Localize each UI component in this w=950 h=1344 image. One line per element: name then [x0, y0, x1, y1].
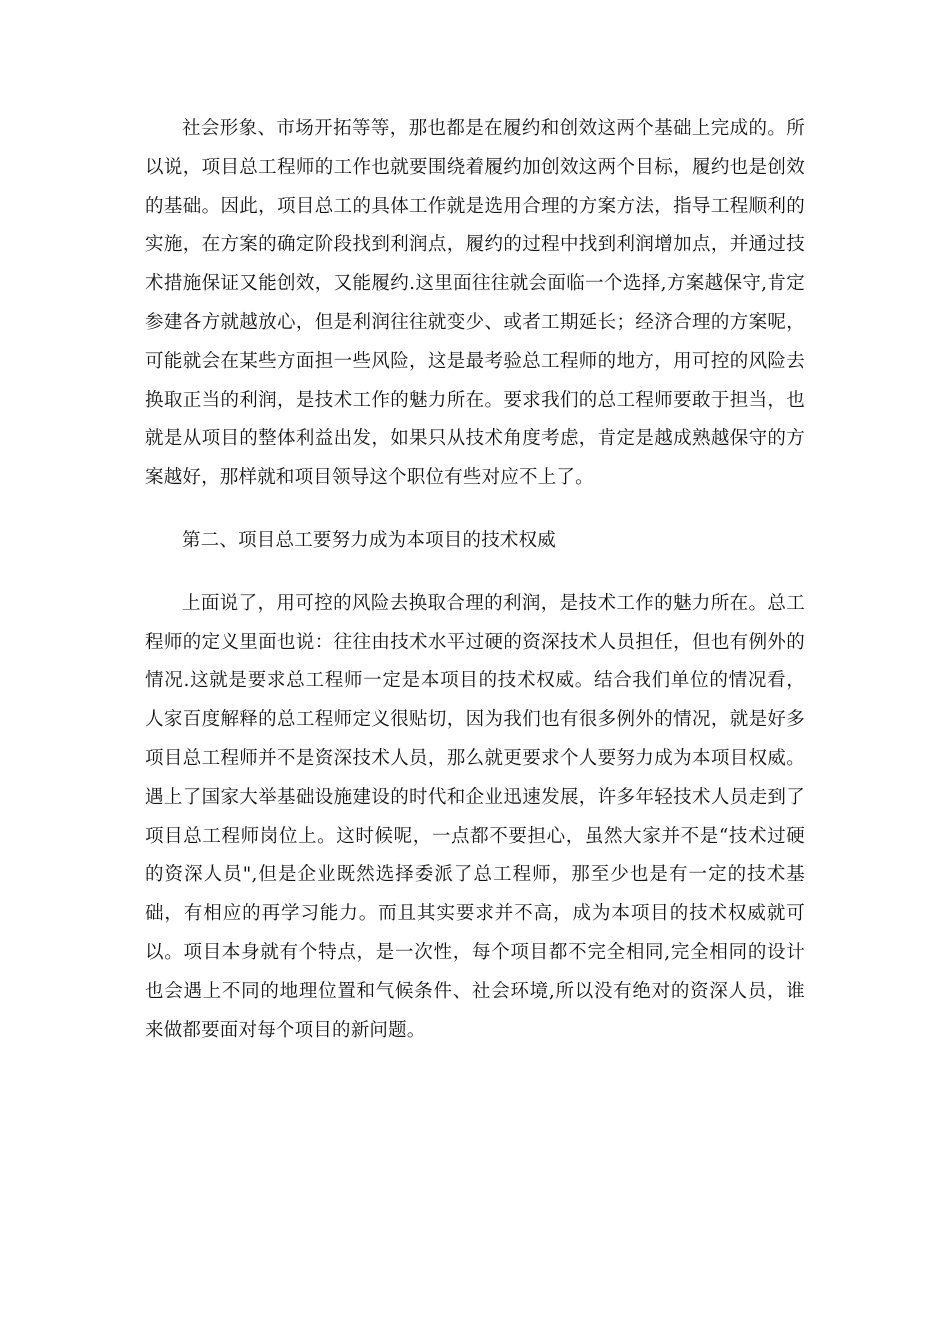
body-paragraph: 社会形象、市场开拓等等，那也都是在履约和创效这两个基础上完成的。所以说，项目总工程师的工作也就要围绕着履约加创效这两个目标，履约也是创效的基础。因此，项目总工的具体工作就是选用合理的方案方法，指导工程顺利的实施，在方案的确定阶段找到利润点，履约的过程中找到利润增加点，并通过技术措施保证又能创效，又能履约.这里面往往就会面临一个选择,方案越保守,肯定参建各方就越放心，但是利润往往就变少、或者工期延长；经济合理的方案呢，可能就会在某些方面担一些风险，这是最考验总工程师的地方，用可控的风险去换取正当的利润，是技术工作的魅力所在。要求我们的总工程师要敢于担当，也就是从项目的整体利益出发，如果只从技术角度考虑，肯定是越成熟越保守的方案越好，那样就和项目领导这个职位有些对应不上了。: [145, 118, 805, 489]
document-body: [145, 110, 805, 1050]
section-heading: 第二、项目总工要努力成为本项目的技术权威: [182, 529, 557, 551]
section-paragraph: 上面说了，用可控的风险去换取合理的利润，是技术工作的魅力所在。总工程师的定义里面也说：往往由技术水平过硬的资深技术人员担任，但也有例外的情况.这就是要求总工程师一定是本项目的技术权威。结合我们单位的情况看，人家百度解释的总工程师定义很贴切，因为我们也有很多例外的情况，就是好多项目总工程师并不是资深技术人员，那么就更要求个人要努力成为本项目权威。遇上了国家大举基础设施建设的时代和企业迅速发展，许多年轻技术人员走到了项目总工程师岗位上。这时候呢，一点都不要担心，虽然大家并不是“技术过硬的资深人员",但是企业既然选择委派了总工程师，那至少也是有一定的技术基础，有相应的再学习能力。而且其实要求并不高，成为本项目的技术权威就可以。项目本身就有个特点，是一次性，每个项目都不完全相同,完全相同的设计也会遇上不同的地理位置和气候条件、社会环境,所以没有绝对的资深人员，谁来做都要面对每个项目的新问题。: [145, 592, 805, 1041]
